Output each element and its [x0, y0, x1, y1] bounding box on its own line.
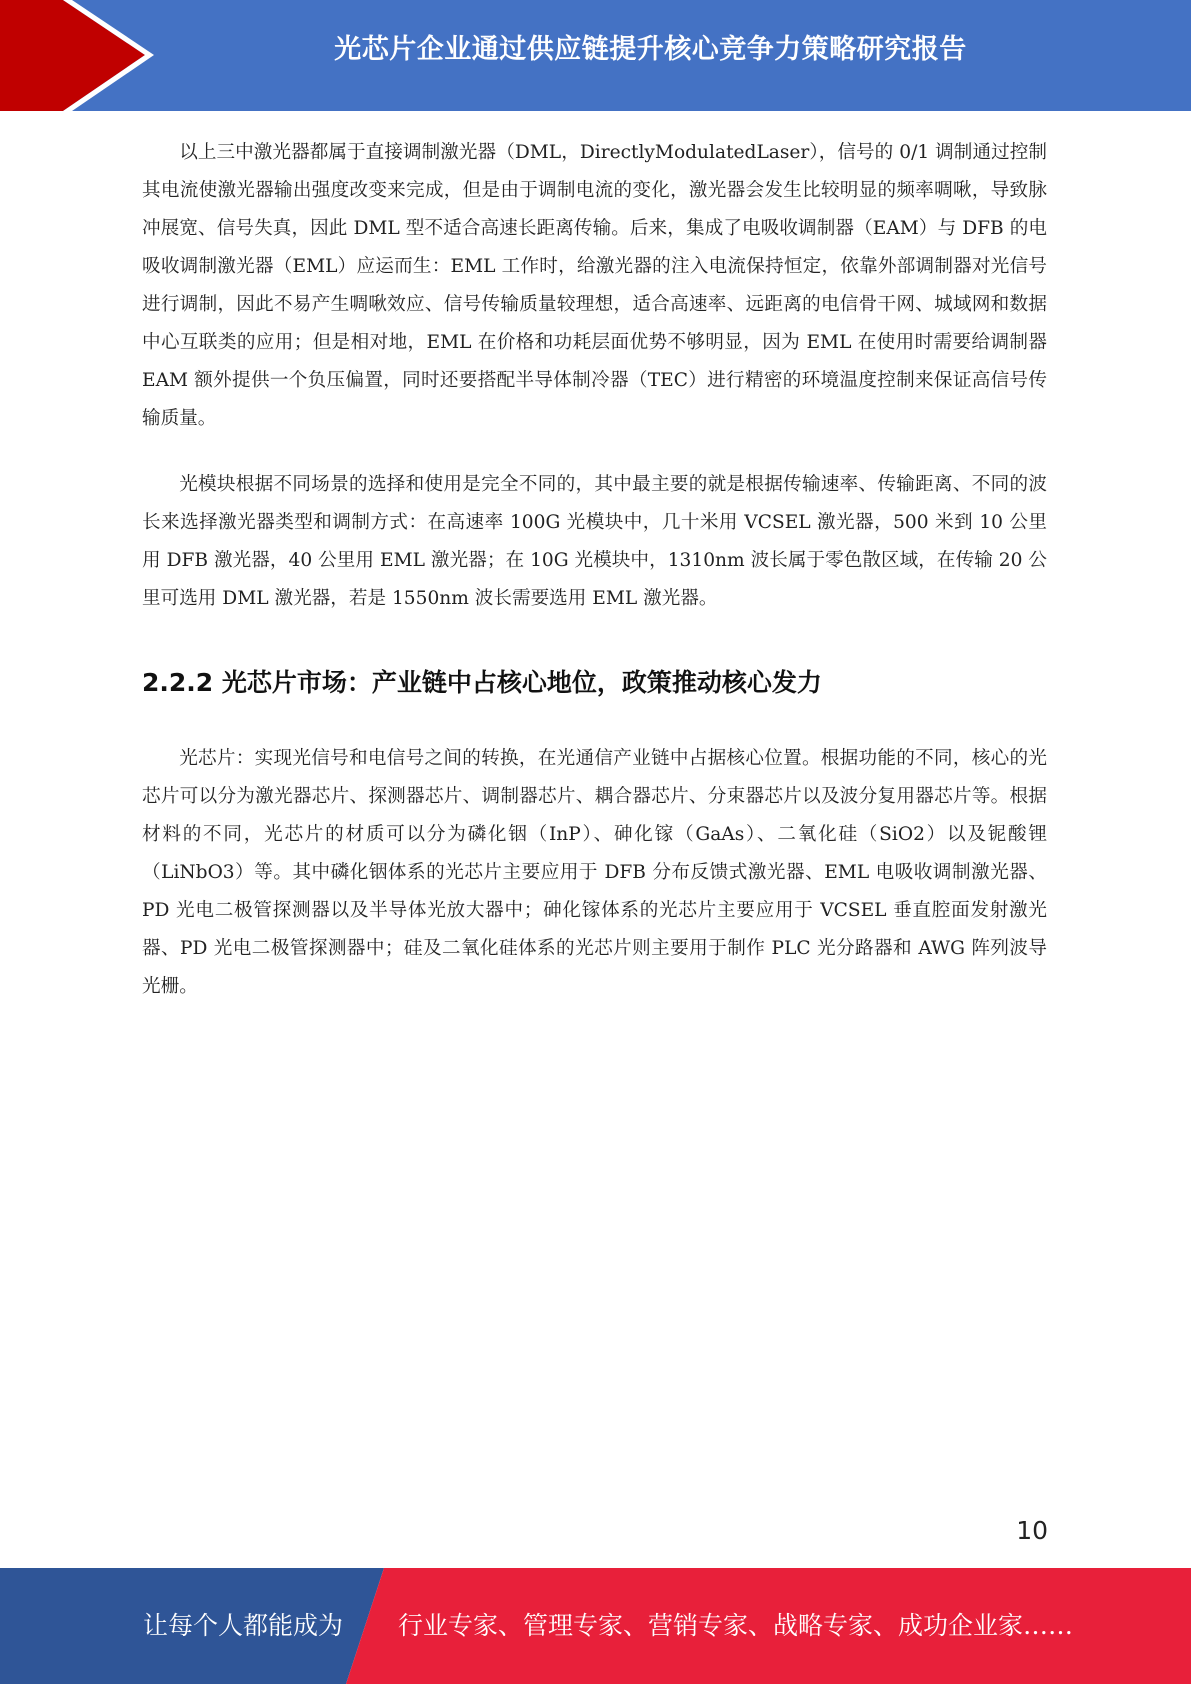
page-number: 10: [1016, 1516, 1048, 1545]
body-paragraph-dml-eml: 以上三中激光器都属于直接调制激光器（DML，DirectlyModulatedLaser），信号的 0/1 调制通过控制其电流使激光器输出强度改变来完成，但是由于调制电流的变化，激光器会发生比较明显的频率啁啾，导致脉冲展宽、信号失真，因此 DML 型不适合高速长距离传输。后来，集成了电吸收调制器（EAM）与 DFB 的电吸收调制激光器（EML）应运而生：EML 工作时，给激光器的注入电流保持恒定，依靠外部调制器对光信号进行调制，因此不易产生啁啾效应、信号传输质量较理想，适合高速率、远距离的电信骨干网、城域网和数据中心互联类的应用；但是相对地，EML 在价格和功耗层面优势不够明显，因为 EML 在使用时需要给调制器 EAM 额外提供一个负压偏置，同时还要搭配半导体制冷器（TEC）进行精密的环境温度控制来保证高信号传输质量。: [142, 142, 1047, 429]
footer-slogan-right: 行业专家、管理专家、营销专家、战略专家、成功企业家……: [398, 1611, 1074, 1640]
body-paragraph-optical-module: 光模块根据不同场景的选择和使用是完全不同的，其中最主要的就是根据传输速率、传输距离、不同的波长来选择激光器类型和调制方式：在高速率 100G 光模块中，几十米用 VCSEL 激光器，500 米到 10 公里用 DFB 激光器，40 公里用 EML 激光器；在 10G 光模块中，1310nm 波长属于零色散区域，在传输 20 公里可选用 DML 激光器，若是 1550nm 波长需要选用 EML 激光器。: [142, 474, 1047, 609]
body-paragraph-optical-chip: 光芯片：实现光信号和电信号之间的转换，在光通信产业链中占据核心位置。根据功能的不同，核心的光芯片可以分为激光器芯片、探测器芯片、调制器芯片、耦合器芯片、分束器芯片以及波分复用器芯片等。根据材料的不同，光芯片的材质可以分为磷化铟（InP）、砷化镓（GaAs）、二氧化硅（SiO2）以及铌酸锂（LiNbO3）等。其中磷化铟体系的光芯片主要应用于 DFB 分布反馈式激光器、EML 电吸收调制激光器、PD 光电二极管探测器以及半导体光放大器中；砷化镓体系的光芯片主要应用于 VCSEL 垂直腔面发射激光器、PD 光电二极管探测器中；硅及二氧化硅体系的光芯片则主要用于制作 PLC 光分路器和 AWG 阵列波导光栅。: [142, 748, 1047, 997]
header-title: 光芯片企业通过供应链提升核心竞争力策略研究报告: [334, 34, 967, 65]
footer-slogan-left: 让每个人都能成为: [143, 1611, 344, 1640]
page-header: [0, 0, 1191, 111]
section-heading: 2.2.2 光芯片市场：产业链中占核心地位，政策推动核心发力: [142, 668, 822, 697]
page-footer: [0, 1568, 1191, 1684]
page-content: [142, 134, 1047, 1006]
